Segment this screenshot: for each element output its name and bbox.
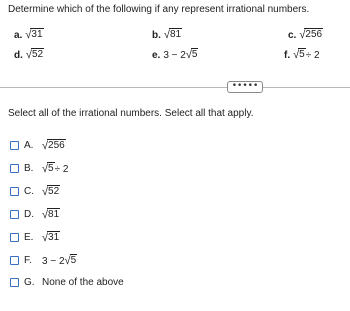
expression-e xyxy=(152,48,198,61)
sqrt-expression: √ 5 xyxy=(185,49,198,61)
option-d[interactable] xyxy=(10,208,60,220)
option-a[interactable] xyxy=(10,139,66,151)
option-content xyxy=(42,185,60,197)
expression-label: b. xyxy=(152,30,161,41)
radicand: 5 xyxy=(299,49,305,60)
option-content xyxy=(42,162,68,175)
sqrt-expression: √ 256 xyxy=(299,29,323,41)
option-letter: C. xyxy=(24,185,34,197)
option-e[interactable] xyxy=(10,231,60,243)
radicand: 31 xyxy=(48,232,60,243)
option-g[interactable] xyxy=(10,277,124,288)
radicand: 5 xyxy=(70,255,77,266)
radicand: 52 xyxy=(48,186,60,197)
sqrt-expression: √ 31 xyxy=(42,232,60,244)
checkbox[interactable] xyxy=(10,164,19,173)
sqrt-expression: √ 5 xyxy=(64,255,77,267)
checkbox[interactable] xyxy=(10,141,19,150)
radicand: 256 xyxy=(48,140,65,151)
option-content xyxy=(42,139,66,151)
checkbox[interactable] xyxy=(10,187,19,196)
sqrt-expression: √ 81 xyxy=(42,209,60,221)
option-content xyxy=(42,231,60,243)
section-divider xyxy=(0,87,350,88)
checkbox[interactable] xyxy=(10,233,19,242)
question-prompt: Determine which of the following if any represent irrational numbers. xyxy=(8,4,310,15)
checkbox[interactable] xyxy=(10,256,19,265)
checkbox[interactable] xyxy=(10,278,19,287)
option-suffix: ÷ 2 xyxy=(54,164,69,175)
radicand: 81 xyxy=(169,29,182,40)
checkbox[interactable] xyxy=(10,210,19,219)
expression-label: d. xyxy=(14,50,23,61)
expression-a xyxy=(14,28,44,41)
option-text: None of the above xyxy=(42,277,124,288)
option-content xyxy=(42,254,77,267)
sqrt-expression: √ 52 xyxy=(42,186,60,198)
expand-more-button[interactable]: ••••• xyxy=(227,81,263,93)
radicand: 5 xyxy=(48,163,54,174)
expression-label: f. xyxy=(284,50,291,61)
option-c[interactable] xyxy=(10,185,60,197)
option-letter: A. xyxy=(24,139,34,151)
option-content xyxy=(42,208,60,220)
expression-d xyxy=(14,48,44,61)
option-prefix: 3 − 2 xyxy=(42,256,65,267)
expression-suffix: ÷ 2 xyxy=(305,50,320,61)
option-b[interactable] xyxy=(10,162,68,175)
option-letter: B. xyxy=(24,163,34,174)
option-f[interactable] xyxy=(10,254,77,267)
instruction-text: Select all of the irrational numbers. Select all that apply. xyxy=(8,108,254,119)
option-letter: D. xyxy=(24,208,34,220)
option-letter: G. xyxy=(24,277,35,288)
sqrt-expression: √ 52 xyxy=(25,49,44,61)
sqrt-expression: √ 5 xyxy=(42,163,54,175)
radicand: 52 xyxy=(31,49,44,60)
sqrt-expression: √ 5 xyxy=(293,49,305,61)
sqrt-expression: √ 256 xyxy=(42,140,65,152)
expression-prefix: 3 − 2 xyxy=(163,50,186,61)
expression-label: a. xyxy=(14,30,23,41)
sqrt-expression: √ 81 xyxy=(163,29,182,41)
option-letter: E. xyxy=(24,231,34,243)
expression-f xyxy=(284,48,320,61)
expression-label: c. xyxy=(288,30,297,41)
radicand: 81 xyxy=(48,209,60,220)
expression-c xyxy=(288,28,323,41)
radicand: 256 xyxy=(305,29,323,40)
radicand: 31 xyxy=(31,29,43,40)
sqrt-expression: √ 31 xyxy=(25,29,43,41)
expression-label: e. xyxy=(152,50,161,61)
radicand: 5 xyxy=(191,49,198,60)
option-letter: F. xyxy=(24,255,32,266)
expression-b xyxy=(152,28,182,41)
